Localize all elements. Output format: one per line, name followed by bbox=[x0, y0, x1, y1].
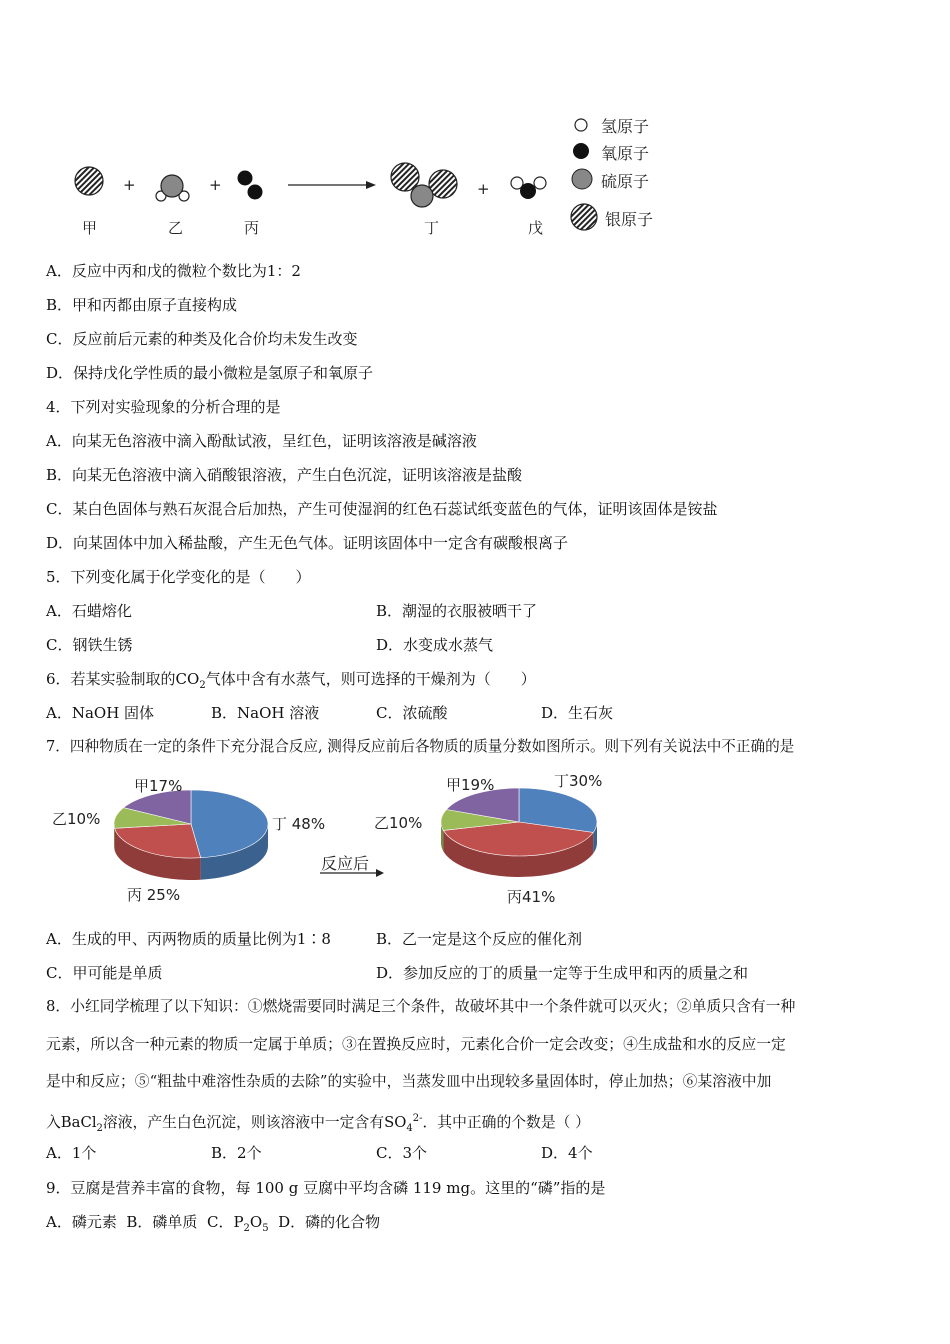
q7-option-a: A．生成的甲、丙两物质的质量比例为1∶8 bbox=[46, 930, 331, 948]
silver-atom-jia bbox=[75, 167, 103, 195]
legend-sulfur-label: 硫原子 bbox=[601, 172, 650, 191]
silver-atom bbox=[391, 163, 419, 191]
arrow-label: 反应后 bbox=[321, 854, 370, 873]
q5-option-a: A．石蜡熔化 bbox=[46, 602, 132, 620]
legend-hydrogen-icon bbox=[575, 119, 587, 131]
q4-option-d: D．向某固体中加入稀盐酸，产生无色气体。证明该固体中一定含有碳酸根离子 bbox=[46, 534, 569, 552]
legend-hydrogen-label: 氢原子 bbox=[601, 117, 650, 136]
q9-option-b: B．磷单质 bbox=[126, 1213, 198, 1231]
q8-option-c: C．3个 bbox=[376, 1144, 428, 1162]
pie1-label-jia: 甲17% bbox=[134, 777, 183, 795]
q8-line-1: 8．小红同学梳理了以下知识：①燃烧需要同时满足三个条件，故破坏其中一个条件就可以灭火；②单质只含有一种 bbox=[46, 998, 796, 1015]
reaction-diagram bbox=[0, 0, 950, 250]
q9-option-c: C．$P_2O_5$ bbox=[206, 1213, 269, 1234]
q7-stem: 7．四种物质在一定的条件下充分混合反应, 测得反应前后各物质的质量分数如图所示。则下列有关说法中不正确的是 bbox=[46, 738, 795, 755]
q8-option-d: D．4个 bbox=[541, 1144, 593, 1162]
legend-silver-icon bbox=[571, 204, 597, 230]
oxygen-atom bbox=[520, 183, 536, 199]
q8-option-b: B．2个 bbox=[211, 1144, 262, 1162]
plus-sign: + bbox=[123, 176, 136, 194]
q8-line-3: 是中和反应；⑤“粗盐中难溶性杂质的去除”的实验中，当蒸发皿中出现较多量固体时，停止加热；⑥某溶液中加 bbox=[46, 1073, 772, 1090]
q3-option-a: A．反应中丙和戊的微粒个数比为1：2 bbox=[46, 262, 301, 280]
pie2-label-bing: 丙41% bbox=[507, 888, 556, 906]
q6-stem: 6．若某实验制取的$CO_2$气体中含有水蒸气，则可选择的干燥剂为（ ） bbox=[46, 670, 536, 691]
q6-option-d: D．生石灰 bbox=[541, 704, 614, 722]
q4-option-c: C．某白色固体与熟石灰混合后加热，产生可使湿润的红色石蕊试纸变蓝色的气体，证明该固体是铵盐 bbox=[46, 500, 718, 518]
pie1-label-bing: 丙 25% bbox=[127, 886, 181, 904]
label-jia: 甲 bbox=[82, 219, 98, 237]
q4-option-a: A．向某无色溶液中滴入酚酞试液，呈红色，证明该溶液是碱溶液 bbox=[46, 432, 477, 450]
label-bing: 丙 bbox=[244, 219, 260, 237]
q8-line-2: 元素，所以含一种元素的物质一定属于单质；③在置换反应时，元素化合价一定会改变；④生成盐和水的反应一定 bbox=[46, 1036, 786, 1053]
oxygen-atom bbox=[238, 171, 253, 186]
q7-option-c: C．甲可能是单质 bbox=[46, 964, 163, 982]
q4-option-b: B．向某无色溶液中滴入硝酸银溶液，产生白色沉淀，证明该溶液是盐酸 bbox=[46, 466, 523, 484]
label-ding: 丁 bbox=[424, 219, 440, 237]
label-yi: 乙 bbox=[168, 219, 184, 237]
q7-option-d: D．参加反应的丁的质量一定等于生成甲和丙的质量之和 bbox=[376, 964, 749, 982]
q9-option-a: A．磷元素 bbox=[46, 1213, 117, 1231]
q6-option-b: B．NaOH 溶液 bbox=[211, 704, 320, 722]
after-arrow bbox=[320, 867, 390, 879]
q9-stem: 9．豆腐是营养丰富的食物，每 100 g 豆腐中平均含磷 119 mg。这里的“磷”指的是 bbox=[46, 1179, 606, 1197]
plus-sign: + bbox=[477, 180, 490, 198]
q9-option-d: D．磷的化合物 bbox=[278, 1213, 381, 1231]
q8-option-a: A．1个 bbox=[46, 1144, 97, 1162]
pie2-label-ding: 丁30% bbox=[554, 772, 603, 790]
legend-oxygen-icon bbox=[573, 143, 589, 159]
q3-option-b: B．甲和丙都由原子直接构成 bbox=[46, 296, 238, 314]
pie1-label-yi: 乙10% bbox=[52, 810, 101, 828]
q3-option-c: C．反应前后元素的种类及化合价均未发生改变 bbox=[46, 330, 358, 348]
q5-stem: 5．下列变化属于化学变化的是（ ） bbox=[46, 568, 311, 586]
q5-option-d: D．水变成水蒸气 bbox=[376, 636, 494, 654]
q9-options bbox=[46, 1212, 380, 1239]
plus-sign: + bbox=[209, 176, 222, 194]
pie1-label-ding: 丁 48% bbox=[272, 815, 326, 833]
q6-option-a: A．NaOH 固体 bbox=[46, 704, 155, 722]
sulfur-atom bbox=[411, 185, 433, 207]
hydrogen-atom bbox=[534, 177, 546, 189]
q8-line-4: 入BaCl$_2$溶液，产生白色沉淀，则该溶液中一定含有$SO_4^{2-}$．其中正确的个数是（ ） bbox=[46, 1113, 590, 1134]
pie2-label-yi: 乙10% bbox=[374, 814, 423, 832]
q5-option-c: C．钢铁生锈 bbox=[46, 636, 133, 654]
oxygen-atom bbox=[248, 185, 263, 200]
q5-option-b: B．潮湿的衣服被晒干了 bbox=[376, 602, 538, 620]
pie2-label-jia: 甲19% bbox=[446, 776, 495, 794]
sulfur-atom bbox=[161, 175, 183, 197]
q7-option-b: B．乙一定是这个反应的催化剂 bbox=[376, 930, 583, 948]
q4-stem: 4．下列对实验现象的分析合理的是 bbox=[46, 398, 281, 416]
legend-oxygen-label: 氧原子 bbox=[601, 144, 650, 163]
q6-option-c: C．浓硫酸 bbox=[376, 704, 448, 722]
label-wu: 戊 bbox=[528, 219, 544, 237]
legend-silver-label: 银原子 bbox=[605, 210, 654, 229]
legend-sulfur-icon bbox=[572, 169, 592, 189]
q3-option-d: D．保持戊化学性质的最小微粒是氢原子和氧原子 bbox=[46, 364, 374, 382]
